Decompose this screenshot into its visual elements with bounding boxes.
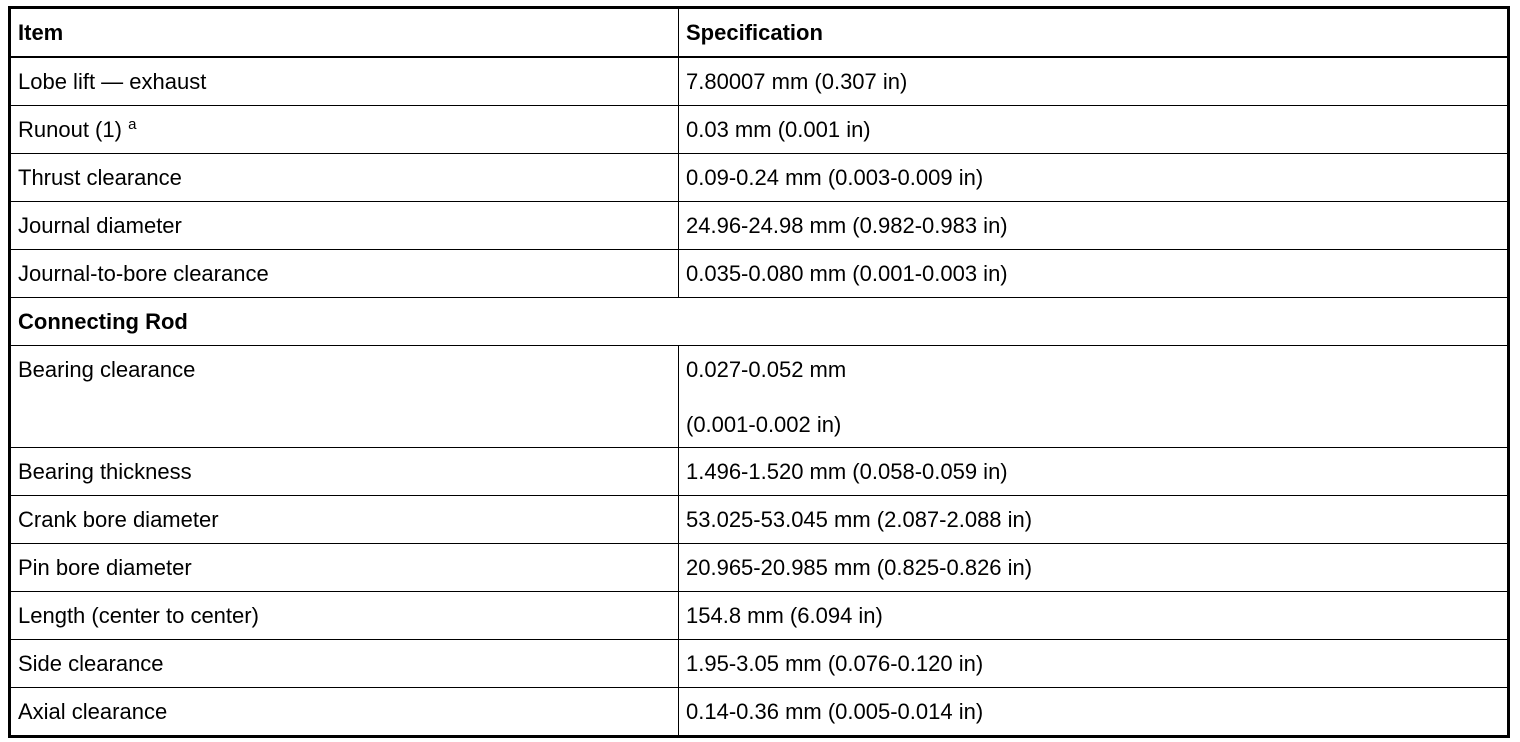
spec-cell: 20.965-20.985 mm (0.825-0.826 in) bbox=[679, 544, 1509, 592]
spec-cell: 0.03 mm (0.001 in) bbox=[679, 106, 1509, 154]
specification-table bbox=[8, 6, 1510, 738]
spec-cell: 7.80007 mm (0.307 in) bbox=[679, 57, 1509, 106]
spec-cell: 24.96-24.98 mm (0.982-0.983 in) bbox=[679, 202, 1509, 250]
table-header-row bbox=[10, 8, 1509, 58]
item-cell bbox=[10, 346, 679, 448]
item-text: Runout (1) bbox=[18, 116, 122, 142]
spec-cell: 53.025-53.045 mm (2.087-2.088 in) bbox=[679, 496, 1509, 544]
spec-line-metric: 0.027-0.052 mm bbox=[686, 357, 847, 382]
table-row bbox=[10, 250, 1509, 298]
table-row bbox=[10, 346, 1509, 448]
spec-cell: 0.09-0.24 mm (0.003-0.009 in) bbox=[679, 154, 1509, 202]
spec-cell: 1.496-1.520 mm (0.058-0.059 in) bbox=[679, 448, 1509, 496]
header-item: Item bbox=[10, 8, 679, 58]
spec-cell: 1.95-3.05 mm (0.076-0.120 in) bbox=[679, 640, 1509, 688]
item-cell: Journal-to-bore clearance bbox=[10, 250, 679, 298]
section-row bbox=[10, 298, 1509, 346]
spec-cell bbox=[679, 346, 1509, 448]
item-cell bbox=[10, 106, 679, 154]
item-cell: Thrust clearance bbox=[10, 154, 679, 202]
item-cell: Crank bore diameter bbox=[10, 496, 679, 544]
table-row bbox=[10, 448, 1509, 496]
header-specification: Specification bbox=[679, 8, 1509, 58]
table-row bbox=[10, 202, 1509, 250]
table-row bbox=[10, 57, 1509, 106]
item-cell: Pin bore diameter bbox=[10, 544, 679, 592]
table-row bbox=[10, 154, 1509, 202]
item-cell: Axial clearance bbox=[10, 688, 679, 737]
footnote-marker: a bbox=[128, 115, 137, 133]
table-row bbox=[10, 640, 1509, 688]
spec-cell: 0.14-0.36 mm (0.005-0.014 in) bbox=[679, 688, 1509, 737]
table-row bbox=[10, 544, 1509, 592]
item-cell: Journal diameter bbox=[10, 202, 679, 250]
spec-line-imperial: (0.001-0.002 in) bbox=[686, 412, 842, 437]
item-text: Bearing clearance bbox=[18, 357, 196, 382]
spec-cell: 0.035-0.080 mm (0.001-0.003 in) bbox=[679, 250, 1509, 298]
item-cell: Lobe lift — exhaust bbox=[10, 57, 679, 106]
table-row bbox=[10, 688, 1509, 737]
spec-cell: 154.8 mm (6.094 in) bbox=[679, 592, 1509, 640]
item-cell: Side clearance bbox=[10, 640, 679, 688]
table-row bbox=[10, 106, 1509, 154]
table-row bbox=[10, 592, 1509, 640]
item-cell: Bearing thickness bbox=[10, 448, 679, 496]
section-title: Connecting Rod bbox=[10, 298, 1509, 346]
item-cell: Length (center to center) bbox=[10, 592, 679, 640]
table-row bbox=[10, 496, 1509, 544]
